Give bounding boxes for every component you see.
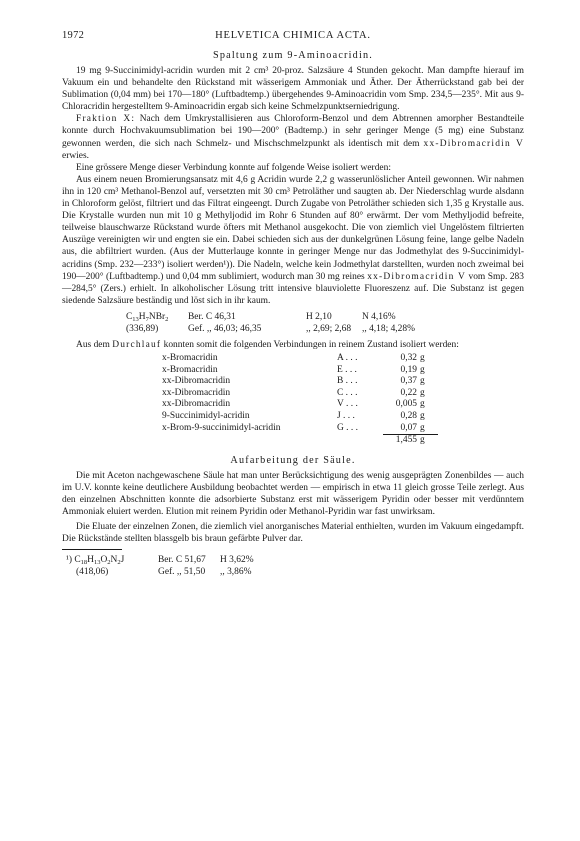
- table-total-row: 1,455 g: [162, 435, 438, 447]
- table-row: xx-Dibromacridin V . . . 0,005 g: [162, 399, 425, 410]
- footnote-found-hydrogen: ,, 3,86%: [220, 567, 252, 578]
- table-row: 9-Succinimidyl-acridin J . . . 0,28 g: [162, 410, 425, 421]
- elemental-analysis: [126, 311, 524, 335]
- total-amount: 1,455: [383, 435, 417, 447]
- compound-name: xx-Dibromacridin V: [367, 271, 467, 282]
- footnote-formula: ¹) $C_{18}H_{13}O_2N_2J$: [66, 555, 125, 567]
- found-hydrogen: ,, 2,69; 2,68: [306, 323, 352, 334]
- molecular-formula: $C_{13}H_7NBr_2$: [126, 311, 169, 323]
- paragraph-spaltung: 19 mg 9-Succinimidyl-acridin wurden mit 2 cm³ 20-proz. Salzsäure 4 Stunden gekocht. Man dampfte hierauf im Vakuum ein und behandelte den Rückstand mit wässerigem Ammoniak und Äther. Der Ätherrückstand gab bei der Sublimation (0,04 mm) bei 170—180° (Luftbadtemp.) übergehendes 9-Aminoacridin vom Smp. 234,5—235°. Mit aus 9-Chloracridin hergestelltem 9-Aminoacridin ergab sich keine Schmelzpunktserniedrigung.: [62, 66, 524, 113]
- footnote-found-carbon: Gef. ,, 51,50: [158, 567, 206, 578]
- section-title-aminoacridin: Spaltung zum 9-Aminoacridin.: [212, 50, 374, 61]
- fraktion-text-1: Nach dem Umkrystallisieren aus Chloroform-Benzol und dem Abtrennen amorpher Bestandteile konnte durch Hochvakuumsublimation bei 190—200° (Badtemp.) in sehr geringer Menge (5 mg) eine Substanz gewonnen werden, die sich nach Schmelz- und Mischschmelzpunkt als identisch mit dem: [62, 114, 524, 149]
- found-nitrogen: ,, 4,18; 4,28%: [362, 323, 415, 334]
- table-row: xx-Dibromacridin B . . . 0,37 g: [162, 376, 425, 387]
- running-header: [62, 30, 524, 41]
- calculated-hydrogen: H 2,10: [306, 311, 332, 322]
- calculated-nitrogen: N 4,16%: [362, 311, 396, 322]
- calculated-carbon: Ber. C 46,31: [188, 311, 236, 322]
- paragraph-durchlauf: Aus dem Durchlauf konnten somit die folgenden Verbindungen in reinem Zustand isoliert werden:: [76, 339, 459, 350]
- footnote-calc-hydrogen: H 3,62%: [220, 555, 254, 566]
- table-row: x-Brom-9-succinimidyl-acridin G . . . 0,07 g: [162, 422, 425, 433]
- journal-page: [62, 30, 524, 582]
- paragraph-saeule: Die mit Aceton nachgewaschene Säule hat man unter Berücksichtigung des wenig ausgeprägten Zonenbildes — auch im U.V. konnte keine deutlichere Ausbildung beobachtet werden — empirisch in etwa 11 gleich grosse Teile zerlegt. Aus den einzelnen Abschnitten konnte die adsorbierte Substanz erst mit wässerigem Pyridin oder besser mit verdünntem Ammoniak eluiert werden. Elution mit reinem Pyridin oder Methanol-Pyridin war fast unwirksam.: [62, 470, 524, 517]
- table-row: xx-Dibromacridin C . . . 0,22 g: [162, 387, 425, 398]
- paragraph-eluate: Die Eluate der einzelnen Zonen, die ziemlich viel anorganisches Material enthielten, wurden im Vakuum eingedampft. Die Rückstände stellten blassgelb bis braun gefärbte Pulver dar.: [62, 522, 524, 545]
- compound-table: [162, 353, 438, 447]
- compound-name: xx-Dibromacridin V: [423, 138, 524, 149]
- found-carbon: Gef. ,, 46,03; 46,35: [188, 323, 262, 334]
- paragraph-isolation-intro: Eine grössere Menge dieser Verbindung konnte auf folgende Weise isoliert werden:: [76, 162, 391, 173]
- page-number: 1972: [62, 30, 85, 41]
- footnote-calc-carbon: Ber. C 51,67: [158, 555, 206, 566]
- footnote-rule: [62, 549, 122, 550]
- paragraph-fraktion-x: [62, 113, 524, 161]
- footnote: [66, 554, 524, 578]
- journal-title: HELVETICA CHIMICA ACTA.: [215, 30, 371, 41]
- fraktion-text-2: erwies.: [62, 150, 89, 161]
- section-title-saeule: Aufarbeitung der Säule.: [230, 454, 356, 466]
- molecular-weight: (336,89): [126, 323, 159, 334]
- bromierung-text-1: Aus einem neuen Bromierungsansatz mit 4,6 g Acridin wurde 2,2 g wasserunlöslicher Anteil gewonnen. Wir nahmen ihn in 120 cm³ Methanol-Benzol auf, versetzten mit 30 cm³ Petroläther und saugten ab. Der Niederschlag wurde alsdann in Chloroform gelöst, filtriert und das Filtrat eingeengt. Durch Zugabe von Petroläther schieden sich 1,35 g Krystalle aus. Die Krystalle wurden nun mit 10 g Methyljodid im Rohr 6 Stunden auf 80° erwärmt. Der vom Methyljodid befreite, teilweise blauschwarze Rückstand wurde öfters mit Methanol ausgekocht. Die von ziemlich viel Ungelöstem filtrierten Auszüge vereinigten wir und engten sie ein. Dabei schieden sich aus der dunkelgrünen Lösung feine, lange gelbe Nadeln aus, die abfiltriert wurden. (Aus der Mutterlauge konnte in geringer Menge nur das Jodmethylat des 9-Succinimidyl-acridins (Smp. 232—233°) isoliert werden¹)). Die Nadeln, welche kein Jodmethylat darstellten, wurden noch zweimal bei 190—200° (Luftbadtemp.) und 0,04 mm sublimiert, wodurch man 30 mg reines: [62, 174, 524, 282]
- footnote-molecular-weight: (418,06): [76, 567, 109, 578]
- table-row: x-Bromacridin E . . . 0,19 g: [162, 364, 425, 375]
- paragraph-bromierung: [62, 174, 524, 307]
- bromierung-text-2: vom Smp. 283—284,5° (Zers.) erhielt. In alkoholischer Lösung tritt intensive blauviolette Fluoreszenz auf. Die Substanz ist gegen siedende Salzsäure beständig und löst sich in ihr kaum.: [62, 271, 524, 306]
- table-row: x-Bromacridin A . . . 0,32 g: [162, 352, 425, 363]
- fraktion-label: Fraktion X:: [76, 114, 136, 125]
- durchlauf-label: Durchlauf: [112, 339, 162, 350]
